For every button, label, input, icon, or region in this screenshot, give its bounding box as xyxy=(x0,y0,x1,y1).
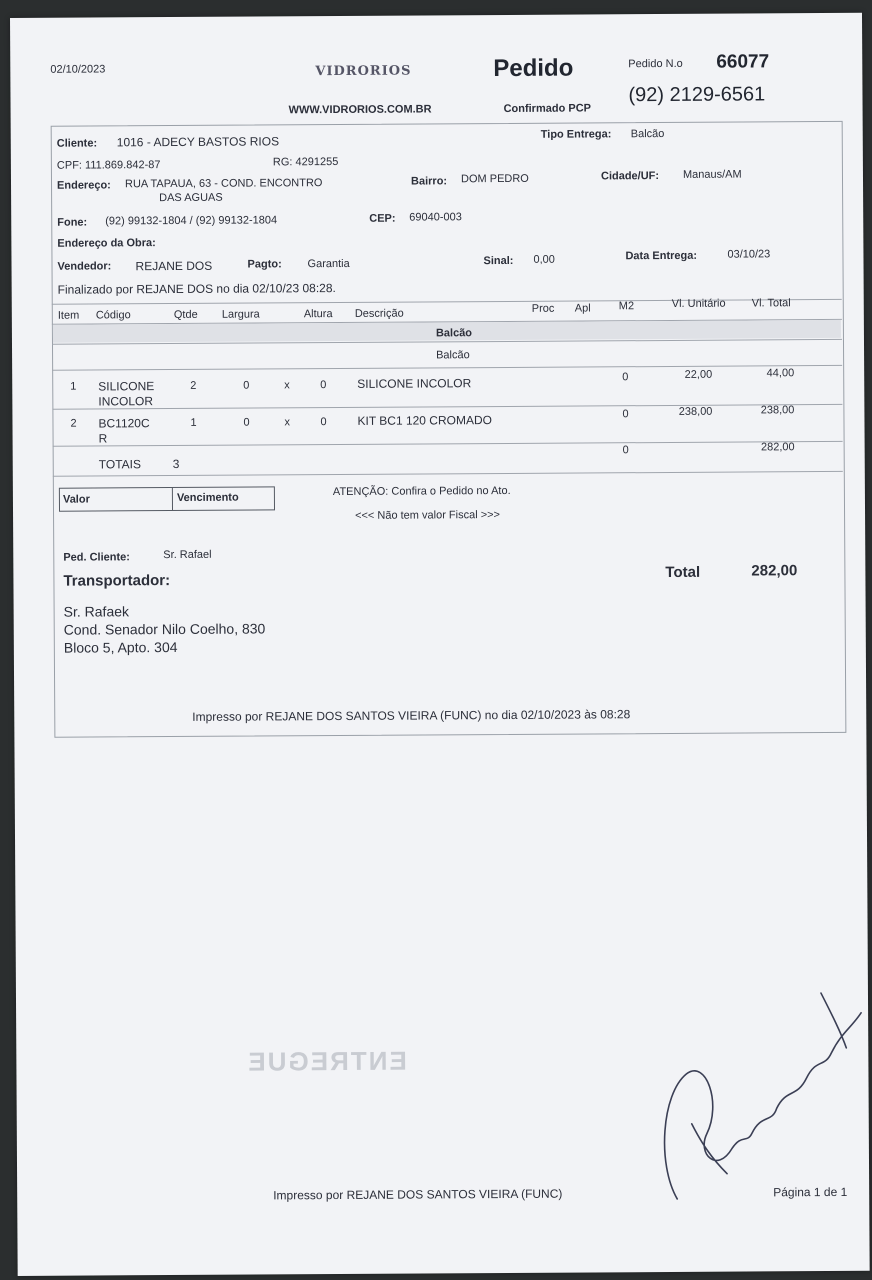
seller-label: Vendedor: xyxy=(57,260,112,273)
col-proc: Proc xyxy=(531,302,555,315)
address-line-1: RUA TAPAUA, 63 - COND. ENCONTRO xyxy=(124,177,323,191)
printed-by-note: Impresso por REJANE DOS SANTOS VIEIRA (FUNC) no dia 02/10/2023 às 08:28 xyxy=(192,707,631,724)
order-document xyxy=(10,13,870,1276)
delivered-stamp: ENTREGUE xyxy=(246,1045,407,1077)
row-item: 1 xyxy=(70,380,77,393)
work-address-label: Endereço da Obra: xyxy=(57,237,156,250)
row-codigo-cont: INCOLOR xyxy=(98,394,154,409)
company-website: WWW.VIDRORIOS.COM.BR xyxy=(288,103,432,117)
phone-label: Fone: xyxy=(57,216,88,229)
page-printed-by: Impresso por REJANE DOS SANTOS VIEIRA (FUNC) xyxy=(273,1186,563,1203)
col-largura: Largura xyxy=(221,308,260,321)
row-codigo: BC1120C xyxy=(98,416,150,431)
totals-m2: 0 xyxy=(622,444,629,457)
city-value: Manaus/AM xyxy=(682,168,742,181)
note-line: Bloco 5, Apto. 304 xyxy=(63,638,178,656)
col-m2: M2 xyxy=(618,300,635,313)
row-x: x xyxy=(284,416,291,429)
payment-value: Garantia xyxy=(307,257,350,271)
finalized-note: Finalizado por REJANE DOS no dia 02/10/23 08:28. xyxy=(57,281,336,297)
district-value: DOM PEDRO xyxy=(460,172,529,186)
col-vl-unitario: Vl. Unitário xyxy=(671,297,726,310)
fiscal-note: <<< Não tem valor Fiscal >>> xyxy=(355,509,501,522)
col-apl: Apl xyxy=(574,302,591,315)
address-line-2: DAS AGUAS xyxy=(159,191,223,205)
row-descricao: KIT BC1 120 CROMADO xyxy=(357,413,492,428)
cep-value: 69040-003 xyxy=(409,211,462,224)
customer-order-label: Ped. Cliente: xyxy=(63,551,130,564)
client-rg: RG: 4291255 xyxy=(272,155,339,169)
client-cpf: CPF: 111.869.842-87 xyxy=(56,159,161,172)
row-x: x xyxy=(284,379,290,392)
row-largura: 0 xyxy=(243,379,250,392)
col-descricao: Descrição xyxy=(354,307,404,320)
row-m2: 0 xyxy=(622,408,629,421)
row-total: 238,00 xyxy=(760,404,795,417)
note-line: Cond. Senador Nilo Coelho, 830 xyxy=(63,620,266,638)
row-altura: 0 xyxy=(320,416,327,429)
client-value: 1016 - ADECY BASTOS RIOS xyxy=(116,134,280,150)
installments-table xyxy=(59,486,275,511)
row-largura: 0 xyxy=(243,416,250,429)
order-number-label: Pedido N.o xyxy=(628,57,683,71)
order-number: 66077 xyxy=(716,51,770,73)
district-label: Bairro: xyxy=(410,175,448,188)
delivery-date-label: Data Entrega: xyxy=(625,249,698,263)
print-date: 02/10/2023 xyxy=(50,63,106,76)
col-codigo: Código xyxy=(95,309,131,322)
row-altura: 0 xyxy=(320,379,327,392)
installment-value-header: Valor xyxy=(62,493,90,506)
document-title: Pedido xyxy=(493,54,574,83)
cep-label: CEP: xyxy=(369,212,396,225)
row-qtde: 1 xyxy=(190,416,197,429)
col-qtde: Qtde xyxy=(173,308,198,322)
row-unit-price: 238,00 xyxy=(678,405,713,418)
totals-label: TOTAIS xyxy=(98,457,142,472)
customer-order-value: Sr. Rafael xyxy=(163,548,212,562)
row-codigo-cont: R xyxy=(98,431,108,446)
grand-total-value: 282,00 xyxy=(751,562,798,580)
col-altura: Altura xyxy=(303,308,333,321)
company-logo: VIDRORIOS xyxy=(315,63,412,80)
totals-amount: 282,00 xyxy=(760,441,795,454)
row-m2: 0 xyxy=(622,371,629,384)
phone-value: (92) 99132-1804 / (92) 99132-1804 xyxy=(105,214,278,228)
group-title: Balcão xyxy=(435,327,473,340)
row-codigo: SILICONE xyxy=(98,379,155,394)
row-qtde: 2 xyxy=(190,379,197,392)
delivery-date-value: 03/10/23 xyxy=(727,248,771,261)
seller-value: REJANE DOS xyxy=(135,258,213,274)
note-line: Sr. Rafaek xyxy=(63,603,130,620)
payment-label: Pagto: xyxy=(247,258,282,271)
totals-qtde: 3 xyxy=(172,456,180,472)
installment-due-header: Vencimento xyxy=(176,491,239,504)
delivery-type-value: Balcão xyxy=(630,128,665,141)
col-item: Item xyxy=(57,309,80,322)
address-label: Endereço: xyxy=(56,179,111,192)
page-number: Página 1 de 1 xyxy=(773,1184,848,1200)
row-unit-price: 22,00 xyxy=(684,368,713,381)
delivery-type-label: Tipo Entrega: xyxy=(540,128,612,141)
client-label: Cliente: xyxy=(56,137,98,150)
grand-total-label: Total xyxy=(665,563,701,582)
signal-label: Sinal: xyxy=(483,254,514,268)
signal-value: 0,00 xyxy=(533,253,555,266)
carrier-label: Transportador: xyxy=(63,572,171,590)
company-phone: (92) 2129-6561 xyxy=(628,83,766,107)
attention-note: ATENÇÃO: Confira o Pedido no Ato. xyxy=(332,484,511,499)
signature-image xyxy=(646,973,867,1214)
city-label: Cidade/UF: xyxy=(600,170,660,183)
row-item: 2 xyxy=(70,417,77,430)
order-status: Confirmado PCP xyxy=(503,102,592,115)
row-descricao: SILICONE INCOLOR xyxy=(357,376,472,391)
row-total: 44,00 xyxy=(766,367,795,380)
group-subtitle: Balcão xyxy=(436,349,470,362)
col-vl-total: Vl. Total xyxy=(751,297,791,310)
